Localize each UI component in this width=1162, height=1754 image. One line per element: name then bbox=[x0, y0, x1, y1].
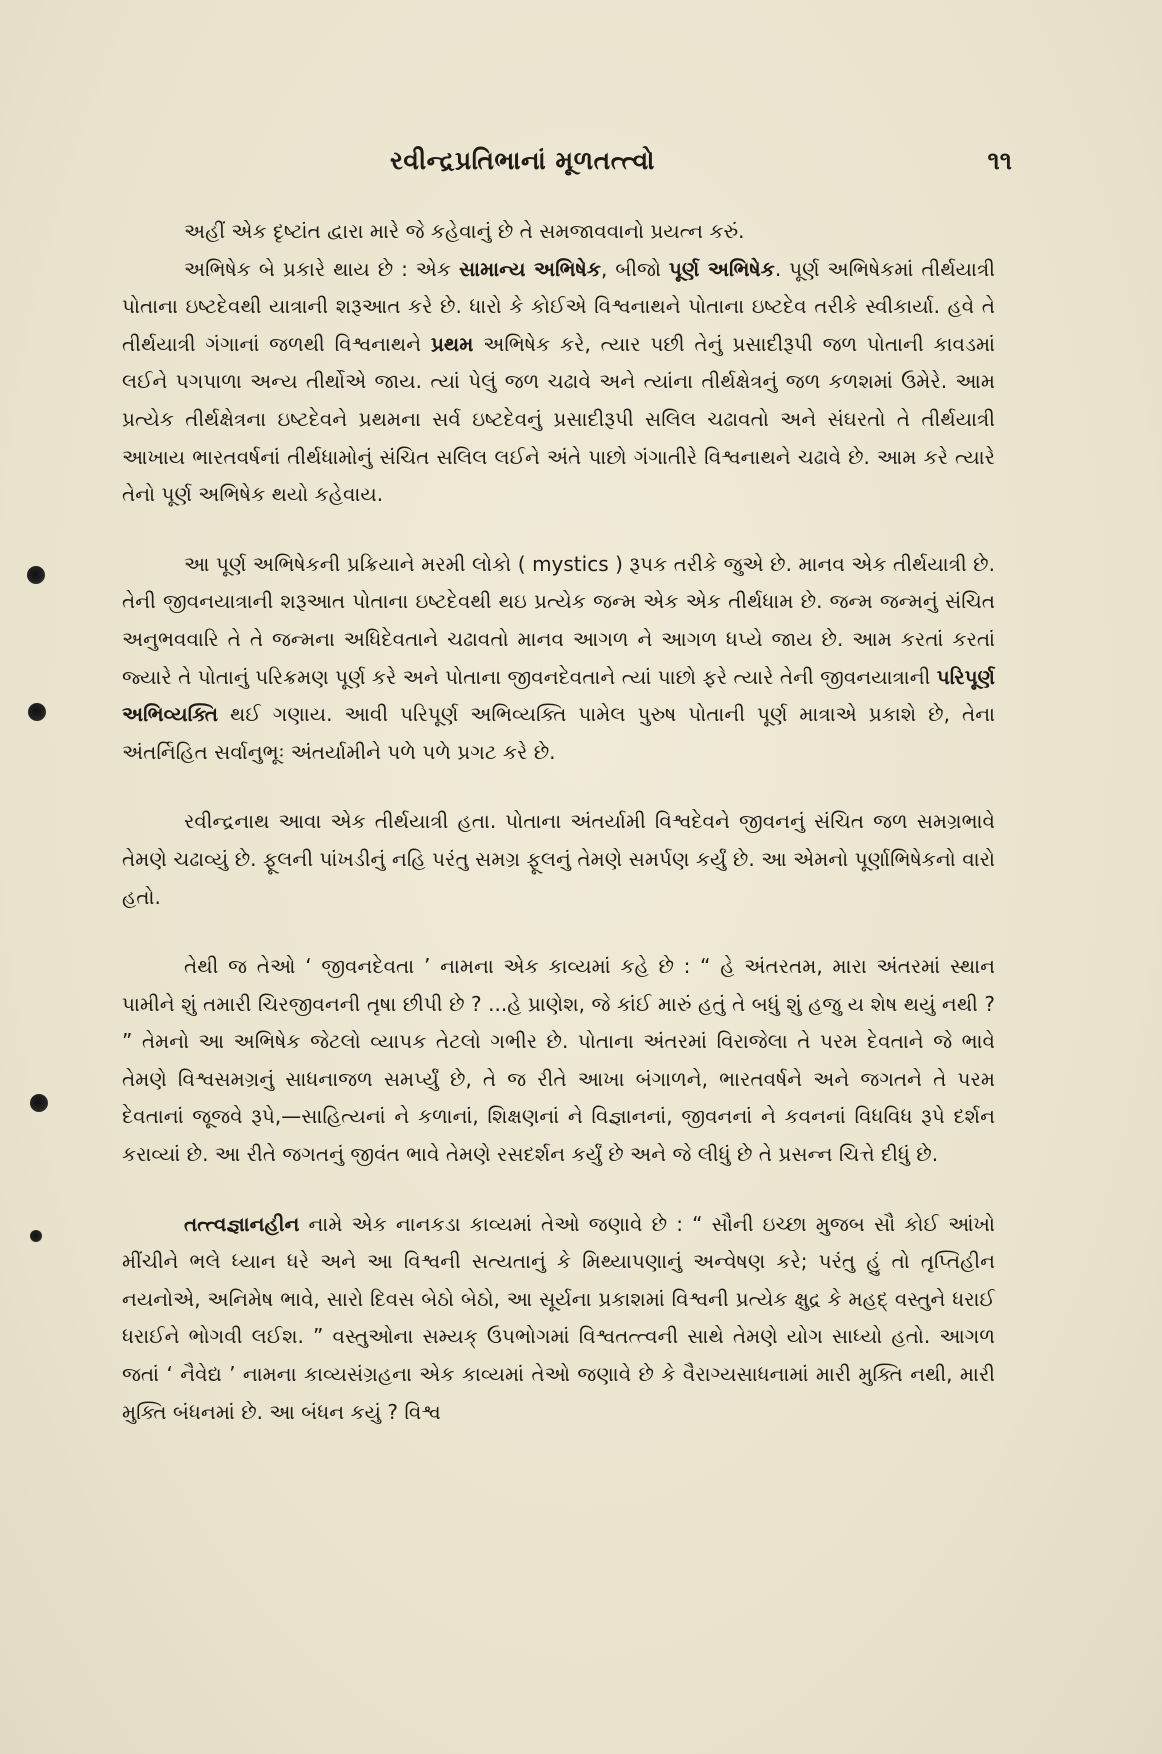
paragraph-text: આ પૂર્ણ અભિષેકની પ્રક્રિયાને મરમી લોકો ( mystics ) રૂપક તરીકે જુએ છે. માનવ એક તીર્થયાત્રી છે. તેની જીવનયાત્રાની શરૂઆત પોતાના ઇષ્ટદેવથી થઇ પ્રત્યેક જન્મ એક એક તીર્થધામ છે. જન્મ જન્મનું સંચિત અનુભવવારિ તે તે જન્મના અધિદેવતાને ચઢાવતો માનવ આગળ ને આગળ ધપ્યે જાય છે. આમ કરતાં કરતાં જ્યારે તે પોતાનું પરિક્રમણ પૂર્ણ કરે અને પોતાના જીવનદેવતાને ત્યાં પાછો ફરે ત્યારે તેની જીવનયાત્રાની bbox=[122, 551, 995, 689]
body-text bbox=[122, 213, 995, 1431]
paragraph bbox=[122, 213, 995, 251]
paragraph-text: થઈ ગણાય. આવી પરિપૂર્ણ અભિવ્યક્તિ પામેલ પુરુષ પોતાની પૂર્ણ માત્રાએ પ્રકાશે છે, તેના અંતર્નિહિત સર્વાનુભૂઃ અંતર્યામીને પળે પળે પ્રગટ કરે છે. bbox=[122, 702, 995, 764]
header-title: રવીન્દ્રપ્રતિભાનાં મૂળતત્ત્વો bbox=[390, 146, 655, 175]
paragraph bbox=[122, 948, 995, 1174]
emphasized-term: તત્ત્વજ્ઞાનહીન bbox=[184, 1211, 300, 1236]
emphasized-term: પૂર્ણ અભિષેક bbox=[668, 256, 775, 281]
paragraph-text: અભિષેક કરે, ત્યાર પછી તેનું પ્રસાદીરૂપી જળ પોતાની કાવડમાં લઈને પગપાળા અન્ય તીર્થોએ જાય. ત્યાં પેલું જળ ચઢાવે અને ત્યાંના તીર્થક્ષેત્રનું જળ કળશમાં ઉમેરે. આમ પ્રત્યેક તીર્થક્ષેત્રના ઇષ્ટદેવને પ્રથમના સર્વ ઇષ્ટદેવનું પ્રસાદીરૂપી સલિલ ચઢાવતો અને સંઘરતો તે તીર્થયાત્રી આખાય ભારતવર્ષનાં તીર્થધામોનું સંચિત સલિલ લઈને અંતે પાછો ગંગાતીરે વિશ્વનાથને ચઢાવે છે. આમ કરે ત્યારે તેનો પૂર્ણ અભિષેક થયો કહેવાય. bbox=[122, 331, 995, 507]
paragraph bbox=[122, 251, 995, 514]
paragraph-text: નામે એક નાનકડા કાવ્યમાં તેઓ જણાવે છે : “ સૌની ઇચ્છા મુજબ સૌ કોઈ આંખો મીંચીને ભલે ધ્યાન ધરે અને આ વિશ્વની સત્યતાનું કે મિથ્યાપણાનું અન્વેષણ કરે; પરંતુ હું તો તૃપ્તિહીન નયનોએ, અનિમેષ ભાવે, સારો દિવસ બેઠો બેઠો, આ સૂર્યના પ્રકાશમાં વિશ્વની પ્રત્યેક ક્ષુદ્ર કે મહદ્ વસ્તુને ધરાઈ ધરાઈને ભોગવી લઈશ. ” વસ્તુઓના સમ્યક્ ઉપભોગમાં વિશ્વતત્ત્વની સાથે તેમણે યોગ સાધ્યો હતો. આગળ જતાં ‘ નૈવેદ્ય ’ નામના કાવ્યસંગ્રહના એક કાવ્યમાં તેઓ જણાવે છે કે વૈરાગ્યસાધનામાં મારી મુક્તિ નથી, મારી મુક્તિ બંધનમાં છે. આ બંધન કયું ? વિશ્વ bbox=[122, 1211, 995, 1424]
paragraph-text: તેથી જ તેઓ ‘ જીવનદેવતા ’ નામના એક કાવ્યમાં કહે છે : “ હે અંતરતમ, મારા અંતરમાં સ્થાન પામીને શું તમારી ચિરજીવનની તૃષા છીપી છે ? ...હે પ્રાણેશ, જે કાંઈ મારું હતું તે બધું શું હજુ ય શેષ થયું નથી ? ” તેમનો આ અભિષેક જેટલો વ્યાપક તેટલો ગભીર છે. પોતાના અંતરમાં વિરાજેલા તે પરમ દેવતાને જે ભાવે તેમણે વિશ્વસમગ્રનું સાધનાજળ સમર્પ્યું છે, તે જ રીતે આખા બંગાળને, ભારતવર્ષને અને જગતને તે પરમ દેવતાનાં જૂજવે રૂપે,—સાહિત્યનાં ને કળાનાં, શિક્ષણનાં ને વિજ્ઞાનનાં, જીવનનાં ને કવનનાં વિધવિધ રૂપે દર્શન કરાવ્યાં છે. આ રીતે જગતનું જીવંત ભાવે તેમણે રસદર્શન કર્યું છે અને જે લીધું છે તે પ્રસન્ન ચિત્તે દીધું છે. bbox=[122, 954, 995, 1167]
punch-hole-mark bbox=[27, 566, 45, 584]
paragraph-text: રવીન્દ્રનાથ આવા એક તીર્થયાત્રી હતા. પોતાના અંતર્યામી વિશ્વદેવને જીવનનું સંચિત જળ સમગ્રભાવે તેમણે ચઢાવ્યું છે. ફૂલની પાંખડીનું નહિ પરંતુ સમગ્ર ફૂલનું તેમણે સમર્પણ કર્યું છે. આ એમનો પૂર્ણાભિષેકનો વારો હતો. bbox=[122, 809, 995, 909]
emphasized-term: સામાન્ય અભિષેક bbox=[458, 256, 601, 281]
paragraph bbox=[122, 803, 995, 916]
page-number: ૧૧ bbox=[987, 146, 1012, 175]
emphasized-term: પરિપૂર્ણ અભિવ્યક્તિ bbox=[122, 664, 995, 727]
paragraph-text: અભિષેક બે પ્રકારે થાય છે : એક bbox=[184, 256, 459, 281]
punch-hole-mark bbox=[30, 1230, 42, 1242]
paragraph-text: અહીં એક દૃષ્ટાંત દ્વારા મારે જે કહેવાનું છે તે સમજાવવાનો પ્રયત્ન કરું. bbox=[184, 219, 745, 243]
paragraph-text: , બીજો bbox=[600, 256, 669, 281]
punch-hole-mark bbox=[30, 1094, 48, 1112]
paragraph bbox=[122, 1206, 995, 1432]
running-header bbox=[120, 146, 1012, 186]
paragraph bbox=[122, 546, 995, 772]
emphasized-term: પ્રથમ bbox=[430, 331, 474, 356]
paragraph-text: . પૂર્ણ અભિષેકમાં તીર્થયાત્રી પોતાના ઇષ્ટદેવથી યાત્રાની શરૂઆત કરે છે. ધારો કે કોઈએ વિશ્વનાથને પોતાના ઇષ્ટદેવ તરીકે સ્વીકાર્યા. હવે તે તીર્થયાત્રી ગંગાનાં જળથી વિશ્વનાથને bbox=[122, 256, 995, 356]
punch-hole-mark bbox=[28, 703, 46, 721]
